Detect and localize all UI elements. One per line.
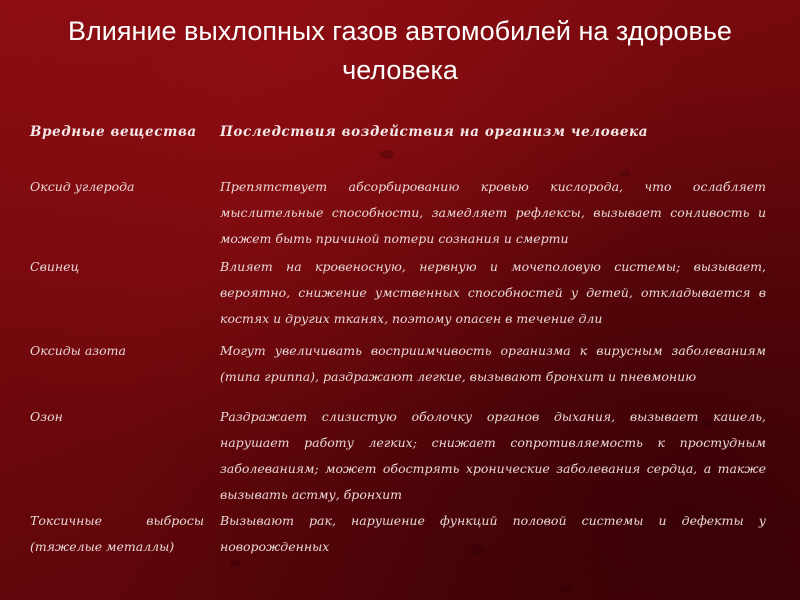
substance-cell: Оксиды азота: [30, 343, 126, 358]
effect-cell: Вызывают рак, нарушение функций половой системы и дефекты у новорожденных: [220, 513, 766, 554]
header-substance: Вредные вещества: [30, 124, 197, 140]
table-row: [22, 174, 774, 254]
effects-table: [22, 118, 774, 560]
substance-cell: Свинец: [30, 259, 80, 274]
effect-cell: Раздражает слизистую оболочку органов дыхания, вызывает кашель, нарушает работу легких; снижает сопротивляемость к простудным заболеваниям; может обострять хронические заболевания сердца, а также вызывать астму, бронхит: [220, 409, 766, 502]
table-row: [22, 404, 774, 508]
slide-title: Влияние выхлопных газов автомобилей на здоровье человека: [68, 16, 732, 85]
table-header-row: [22, 118, 774, 174]
table-row: [22, 254, 774, 338]
background-blot: [560, 585, 572, 593]
table-row: [22, 508, 774, 560]
background-blot: [230, 560, 240, 567]
substance-cell: Озон: [30, 409, 63, 424]
effect-cell: Могут увеличивать восприимчивость организма к вирусным заболеваниям (типа гриппа), раздражают легкие, вызывают бронхит и пневмонию: [220, 343, 766, 384]
effect-cell: Препятствует абсорбированию кровью кислорода, что ослабляет мыслительные способности, замедляет рефлексы, вызывает сонливость и может быть причиной потери сознания и смерти: [220, 179, 766, 246]
effect-cell: Влияет на кровеносную, нервную и мочеполовую системы; вызывает, вероятно, снижение умственных способностей у детей, откладывается в костях и других тканях, поэтому опасен в течение дли: [220, 259, 766, 326]
substance-cell: Токсичные выбросы (тяжелые металлы): [30, 513, 204, 554]
table-row: [22, 338, 774, 404]
header-effect: Последствия воздействия на организм человека: [220, 124, 649, 140]
substance-cell: Оксид углерода: [30, 179, 135, 194]
